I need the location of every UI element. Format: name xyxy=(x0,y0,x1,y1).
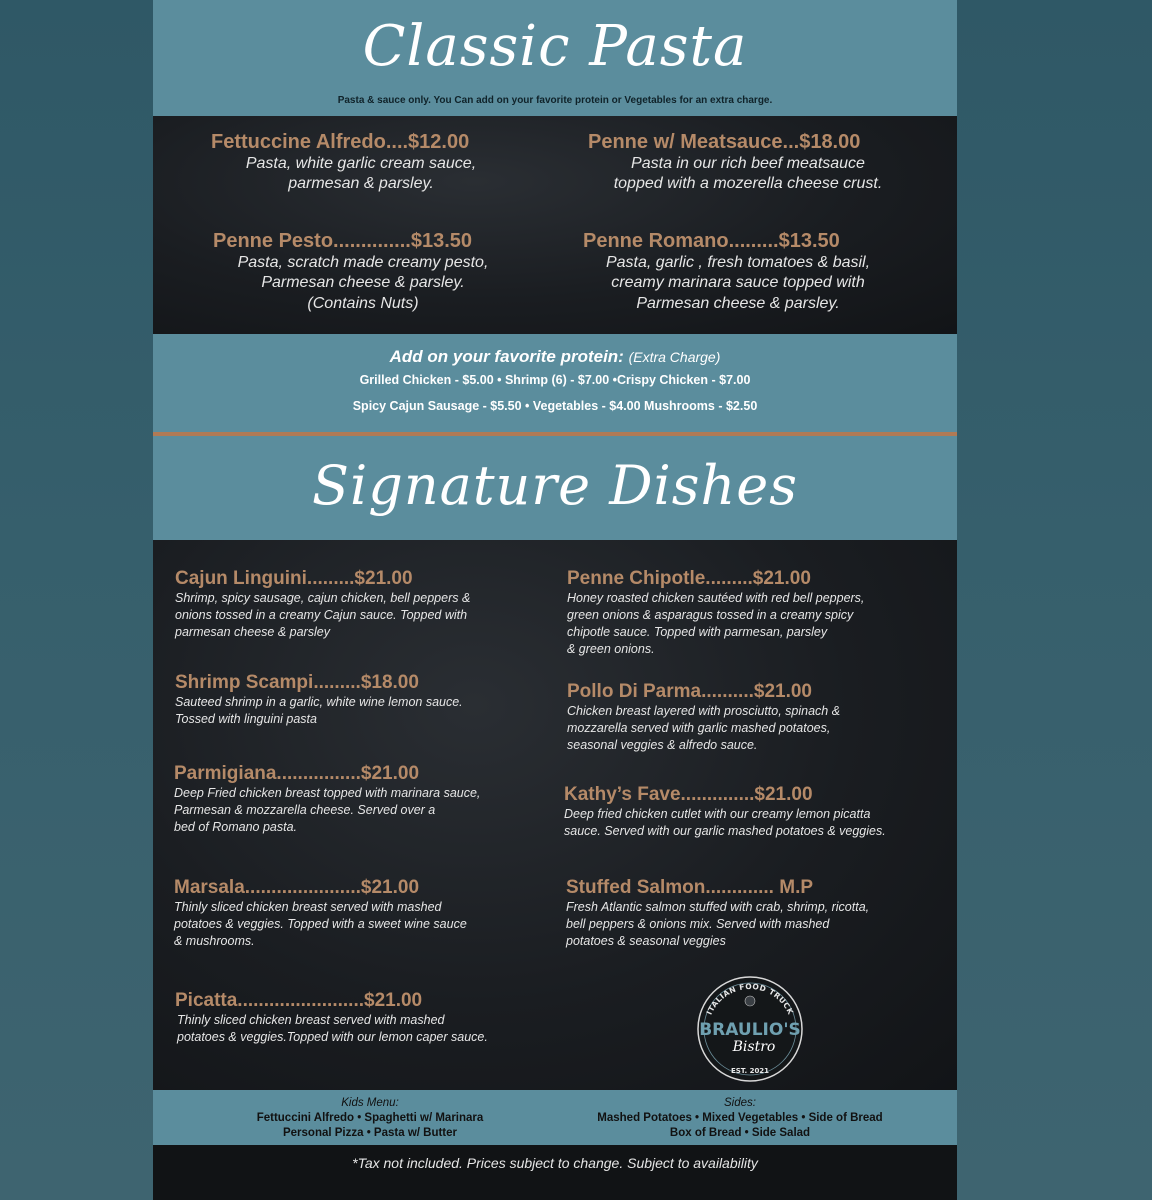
item-name: Cajun Linguini.........$21.00 xyxy=(175,568,413,589)
classic-header-band xyxy=(153,0,957,116)
item-name: Shrimp Scampi.........$18.00 xyxy=(175,672,419,693)
item-desc: Thinly sliced chicken breast served with mashed potatoes & veggies. Topped with a sweet wine sauce & mushrooms. xyxy=(174,900,467,948)
braulios-bistro-logo xyxy=(690,973,810,1085)
menu-item-penne-chipotle xyxy=(567,568,947,658)
item-desc: Shrimp, spicy sausage, cajun chicken, bell peppers & onions tossed in a creamy Cajun sauce. Topped with parmesan cheese & parsley xyxy=(175,591,471,639)
sides-line-2: Box of Bread • Side Salad xyxy=(669,1127,811,1139)
menu-item-penne-meatsauce xyxy=(588,131,908,195)
item-name: Marsala......................$21.00 xyxy=(174,877,420,898)
menu-item-shrimp-scampi xyxy=(175,672,535,728)
signature-title: Signature Dishes xyxy=(312,454,798,517)
item-desc: Thinly sliced chicken breast served with mashed potatoes & veggies.Topped with our lemon caper sauce. xyxy=(177,1013,488,1044)
item-name: Penne w/ Meatsauce...$18.00 xyxy=(588,131,861,153)
logo-top-text: ITALIAN FOOD TRUCK xyxy=(704,981,796,1017)
logo-script: Bistro xyxy=(732,1039,776,1055)
menu-page xyxy=(153,0,957,1200)
item-name: Penne Chipotle.........$21.00 xyxy=(567,568,811,589)
disclaimer: *Tax not included. Prices subject to change. Subject to availability xyxy=(352,1155,758,1171)
item-desc: Sauteed shrimp in a garlic, white wine lemon sauce. Tossed with linguini pasta xyxy=(175,695,463,726)
item-name: Parmigiana................$21.00 xyxy=(174,763,420,784)
menu-item-penne-pesto xyxy=(213,230,513,314)
item-name: Picatta........................$21.00 xyxy=(175,990,423,1011)
item-desc: Pasta in our rich beef meatsauce topped with a mozerella cheese crust. xyxy=(613,155,883,193)
logo-name: BRAULIO'S xyxy=(699,1020,801,1040)
item-name: Penne Pesto..............$13.50 xyxy=(213,230,473,252)
protein-options-line-2: Spicy Cajun Sausage - $5.50 • Vegetables - $4.00 Mushrooms - $2.50 xyxy=(352,399,758,413)
signature-header-band xyxy=(153,436,957,540)
classic-title: Classic Pasta xyxy=(362,14,748,79)
kids-menu xyxy=(233,1096,507,1141)
classic-note: Pasta & sauce only. You Can add on your favorite protein or Vegetables for an extra charge. xyxy=(337,95,773,106)
kids-menu-heading: Kids Menu: xyxy=(341,1097,399,1109)
menu-item-pollo-di-parma xyxy=(567,681,947,754)
item-desc: Deep fried chicken cutlet with our creamy lemon picatta sauce. Served with our garlic mashed potatoes & veggies. xyxy=(564,807,886,838)
menu-item-penne-romano xyxy=(583,230,893,314)
item-desc: Pasta, scratch made creamy pesto, Parmesan cheese & parsley. (Contains Nuts) xyxy=(237,254,489,312)
sides-heading: Sides: xyxy=(724,1097,756,1109)
protein-title: Add on your favorite protein: (Extra Charge) xyxy=(389,347,721,366)
menu-item-fettuccine-alfredo xyxy=(211,131,511,195)
menu-item-kathys-fave xyxy=(564,784,954,840)
extra-charge-note: (Extra Charge) xyxy=(628,349,721,365)
protein-options-line-1: Grilled Chicken - $5.00 • Shrimp (6) - $7.00 •Crispy Chicken - $7.00 xyxy=(359,373,751,387)
item-desc: Fresh Atlantic salmon stuffed with crab, shrimp, ricotta, bell peppers & onions mix. Served with mashed potatoes & seasonal veggies xyxy=(566,900,870,948)
kids-menu-line-1: Fettuccini Alfredo • Spaghetti w/ Marinara xyxy=(256,1112,484,1124)
item-desc: Honey roasted chicken sautéed with red bell peppers, green onions & asparagus tossed in a creamy spicy chipotle sauce. Topped with parmesan, parsley & green onions. xyxy=(567,591,865,656)
item-desc: Pasta, white garlic cream sauce, parmesan & parsley. xyxy=(245,155,477,193)
kids-menu-line-2: Personal Pizza • Pasta w/ Butter xyxy=(282,1127,458,1139)
menu-item-cajun-linguini xyxy=(175,568,535,641)
item-name: Penne Romano.........$13.50 xyxy=(583,230,840,252)
item-name: Kathy’s Fave..............$21.00 xyxy=(564,784,813,805)
item-desc: Pasta, garlic , fresh tomatoes & basil, creamy marinara sauce topped with Parmesan cheese & parsley. xyxy=(605,254,871,312)
sides-line-1: Mashed Potatoes • Mixed Vegetables • Side of Bread xyxy=(597,1112,883,1124)
menu-item-marsala xyxy=(174,877,544,950)
item-name: Pollo Di Parma..........$21.00 xyxy=(567,681,812,702)
menu-item-stuffed-salmon xyxy=(566,877,946,950)
menu-item-picatta xyxy=(175,990,555,1046)
sides-menu xyxy=(573,1096,907,1141)
item-name: Stuffed Salmon............. M.P xyxy=(566,877,814,898)
item-desc: Deep Fried chicken breast topped with marinara sauce, Parmesan & mozzarella cheese. Served over a bed of Romano pasta. xyxy=(174,786,481,834)
chef-icon xyxy=(745,996,755,1006)
logo-est: EST. 2021 xyxy=(730,1067,770,1075)
menu-item-parmigiana xyxy=(174,763,544,836)
item-desc: Chicken breast layered with prosciutto, spinach & mozzarella served with garlic mashed potatoes, seasonal veggies & alfredo sauce. xyxy=(567,704,841,752)
item-name: Fettuccine Alfredo....$12.00 xyxy=(211,131,470,153)
